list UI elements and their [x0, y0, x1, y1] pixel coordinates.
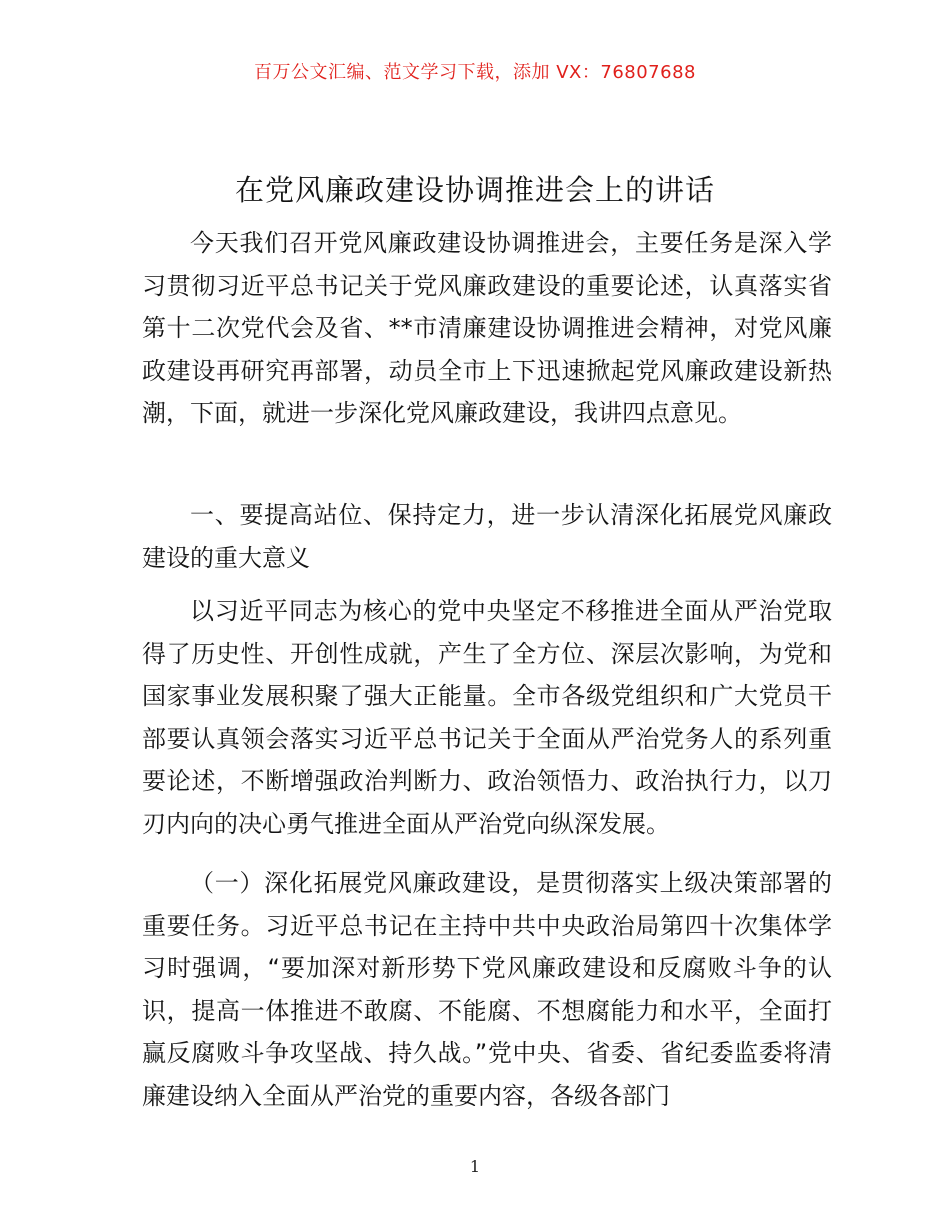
document-title: 在党风廉政建设协调推进会上的讲话	[234, 173, 715, 207]
paragraph-subsection-1: （一）深化拓展党风廉政建设，是贯彻落实上级决策部署的重要任务。习近平总书记在主持中共中央政治局第四十次集体学习时强调，“要加深对新形势下党风廉政建设和反腐败斗争的认识，提高一体推进不敢腐、不能腐、不想腐能力和水平，全面打赢反腐败斗争攻坚战、持久战。”党中央、省委、省纪委监委将清廉建设纳入全面从严治党的重要内容，各级各部门	[142, 869, 832, 1110]
header-banner: 百万公文汇编、范文学习下载，添加 VX：76807688	[254, 62, 696, 83]
paragraph-intro: 今天我们召开党风廉政建设协调推进会，主要任务是深入学习贯彻习近平总书记关于党风廉政建设的重要论述，认真落实省第十二次党代会及省、**市清廉建设协调推进会精神，对党风廉政建设再研究再部署，动员全市上下迅速掀起党风廉政建设新热潮，下面，就进一步深化党风廉政建设，我讲四点意见。	[142, 229, 832, 427]
paragraph-section-1: 以习近平同志为核心的党中央坚定不移推进全面从严治党取得了历史性、开创性成就，产生了全方位、深层次影响，为党和国家事业发展积聚了强大正能量。全市各级党组织和广大党员干部要认真领会落实习近平总书记关于全面从严治党务人的系列重要论述，不断增强政治判断力、政治领悟力、政治执行力，以刀刃内向的决心勇气推进全面从严治党向纵深发展。	[142, 597, 832, 838]
page-number: 1	[469, 1157, 481, 1176]
section-heading-1: 一、要提高站位、保持定力，进一步认清深化拓展党风廉政建设的重大意义	[142, 501, 832, 572]
